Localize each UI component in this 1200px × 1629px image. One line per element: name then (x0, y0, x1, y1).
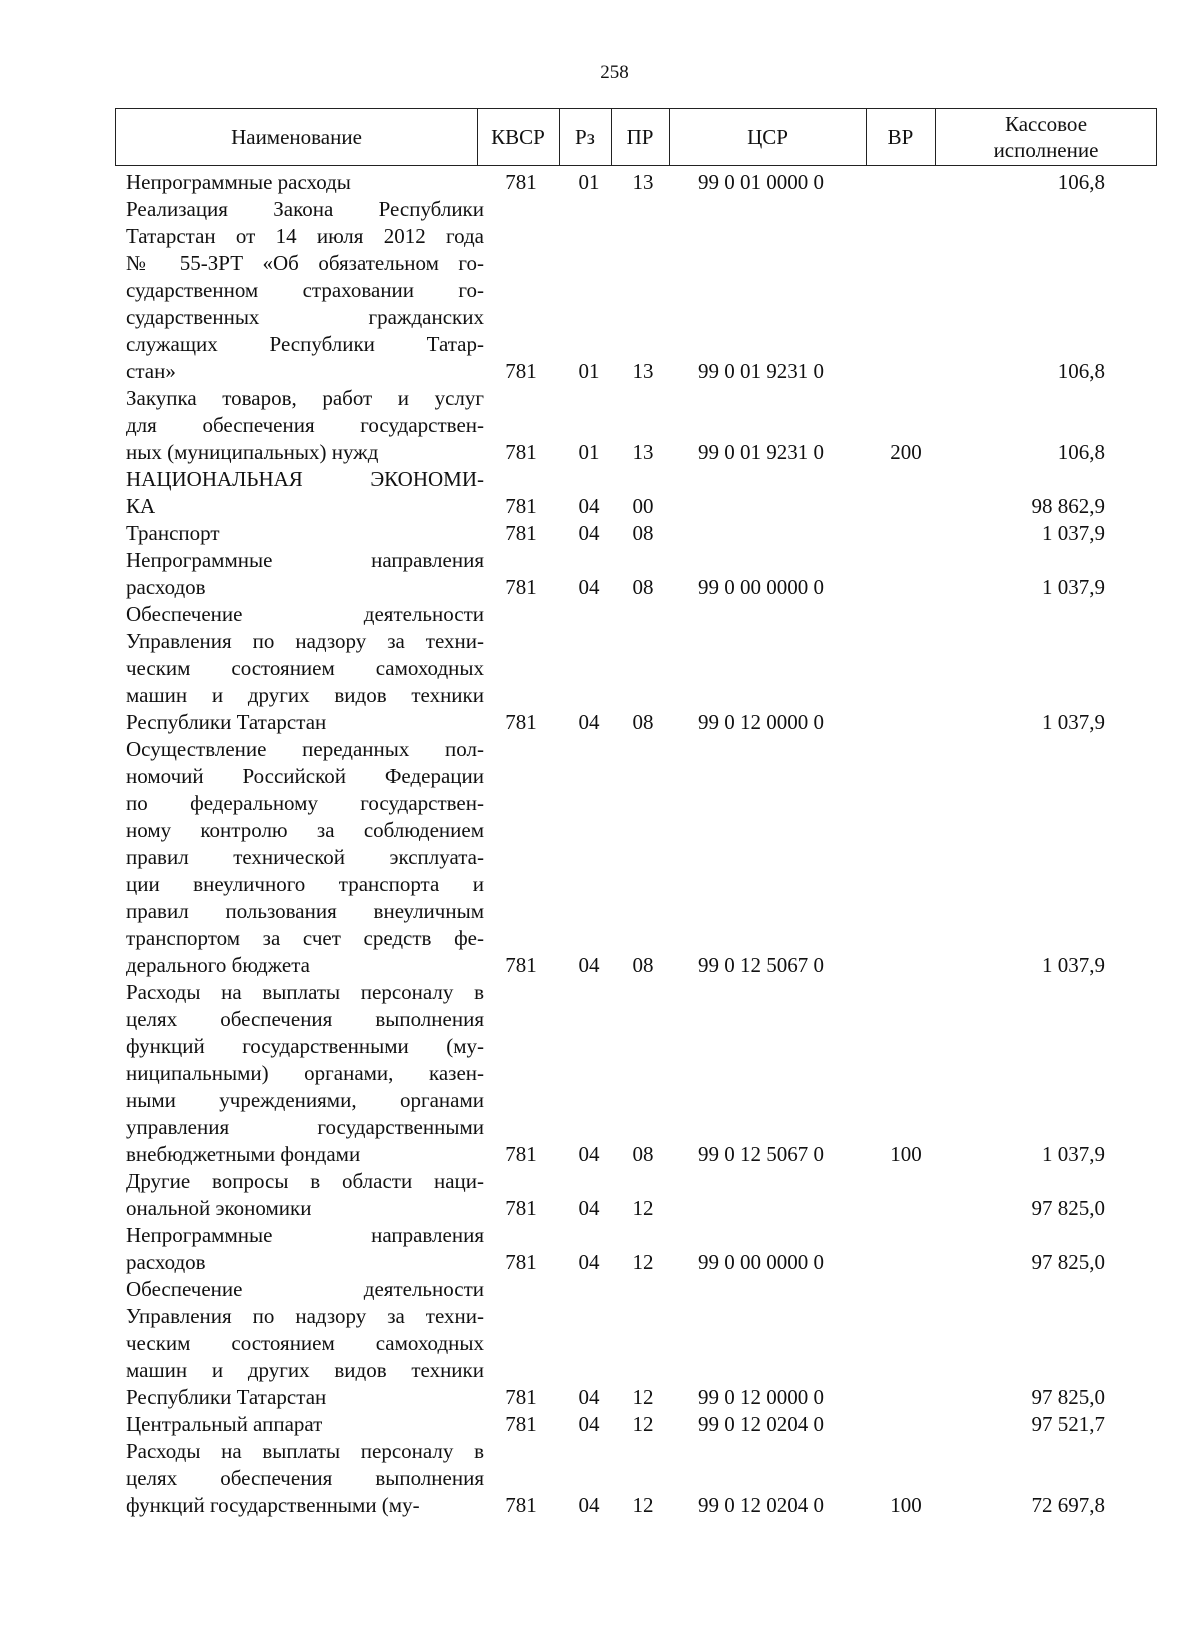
row-name-line: транспортом за счет средств фе- (126, 926, 484, 950)
row-name-line: ными учреждениями, органами (126, 1088, 484, 1112)
row-name-line: расходов (126, 1250, 206, 1274)
row-name-line: ческим состоянием самоходных (126, 656, 484, 680)
row-name-line: служащих Республики Татар- (126, 332, 484, 356)
cell-pr: 08 (632, 953, 654, 977)
cell-sum: 1 037,9 (1042, 710, 1105, 734)
cell-sum: 97 825,0 (1031, 1196, 1105, 1220)
table-row (126, 736, 1156, 979)
row-name-line: правил пользования внеуличным (126, 899, 484, 923)
cell-pr: 12 (632, 1385, 654, 1409)
cell-kvsr: 781 (505, 359, 537, 383)
cell-pr: 12 (632, 1250, 654, 1274)
table-header (115, 108, 1157, 166)
cell-sum: 1 037,9 (1042, 521, 1105, 545)
cell-csr (698, 493, 858, 520)
cell-csr: 99 0 00 0000 0 (698, 575, 824, 599)
row-name (126, 1222, 484, 1276)
cell-vr: 200 (890, 440, 922, 464)
row-name (126, 979, 484, 1168)
row-name-line: Другие вопросы в области наци- (126, 1169, 484, 1193)
row-name-line: Обеспечение деятельности (126, 1277, 484, 1301)
row-name-line: № 55-ЗРТ «Об обязательном го- (126, 251, 484, 275)
cell-csr: 99 0 12 0204 0 (698, 1493, 824, 1517)
cell-kvsr: 781 (505, 1385, 537, 1409)
table-row (126, 169, 1156, 196)
header-name: Наименование (116, 109, 478, 165)
cell-csr: 99 0 01 9231 0 (698, 440, 824, 464)
cell-vr (876, 709, 936, 736)
cell-sum: 97 825,0 (1031, 1385, 1105, 1409)
cell-pr: 08 (632, 710, 654, 734)
cell-vr (876, 574, 936, 601)
row-name-line: дерального бюджета (126, 953, 310, 977)
cell-vr (876, 1384, 936, 1411)
cell-kvsr: 781 (505, 1493, 537, 1517)
cell-rz: 04 (578, 710, 600, 734)
cell-sum: 72 697,8 (1031, 1493, 1105, 1517)
cell-rz: 04 (578, 575, 600, 599)
row-name-line: Транспорт (126, 521, 220, 545)
row-name-line: Осуществление переданных пол- (126, 737, 484, 761)
table-row (126, 520, 1156, 547)
cell-rz: 04 (578, 1493, 600, 1517)
row-name-line: Центральный аппарат (126, 1412, 323, 1436)
table-row (126, 979, 1156, 1168)
cell-kvsr: 781 (505, 440, 537, 464)
row-name-line: стан» (126, 359, 176, 383)
cell-kvsr: 781 (505, 494, 537, 518)
row-name (126, 520, 484, 547)
row-name-line: Закупка товаров, работ и услуг (126, 386, 484, 410)
cell-rz: 04 (578, 1385, 600, 1409)
cell-csr: 99 0 01 0000 0 (698, 170, 824, 194)
cell-csr: 99 0 01 9231 0 (698, 359, 824, 383)
row-name-line: функций государственными (му- (126, 1034, 484, 1058)
row-name-line: Республики Татарстан (126, 710, 327, 734)
row-name-line: Непрограммные расходы (126, 170, 351, 194)
cell-kvsr: 781 (505, 1196, 537, 1220)
row-name (126, 736, 484, 979)
row-name-line: целях обеспечения выполнения (126, 1007, 484, 1031)
header-sum (935, 109, 1157, 165)
cell-kvsr: 781 (505, 575, 537, 599)
table-row (126, 601, 1156, 736)
row-name-line: внебюджетными фондами (126, 1142, 361, 1166)
row-name-line: управления государственными (126, 1115, 484, 1139)
row-name-line: ному контролю за соблюдением (126, 818, 484, 842)
cell-pr: 12 (632, 1493, 654, 1517)
cell-rz: 01 (578, 440, 600, 464)
row-name-line: Расходы на выплаты персоналу в (126, 980, 484, 1004)
row-name-line: Расходы на выплаты персоналу в (126, 1439, 484, 1463)
cell-sum: 106,8 (1057, 359, 1105, 383)
cell-vr (876, 1195, 936, 1222)
header-sum-line1: Кассовое (1004, 112, 1088, 136)
cell-sum: 98 862,9 (1031, 494, 1105, 518)
cell-pr: 08 (632, 575, 654, 599)
header-rz: Рз (559, 109, 612, 165)
table-row (126, 466, 1156, 520)
row-name-line: сударственных гражданских (126, 305, 484, 329)
cell-rz: 01 (578, 359, 600, 383)
cell-csr: 99 0 12 5067 0 (698, 1142, 824, 1166)
row-name-line: расходов (126, 575, 206, 599)
row-name-line: по федеральному государствен- (126, 791, 484, 815)
row-name-line: КА (126, 494, 156, 518)
table-row (126, 547, 1156, 601)
table-row (126, 1222, 1156, 1276)
cell-kvsr: 781 (505, 953, 537, 977)
row-name (126, 1411, 484, 1438)
cell-vr: 100 (890, 1493, 922, 1517)
cell-pr: 12 (632, 1196, 654, 1220)
cell-vr (876, 1411, 936, 1438)
cell-pr: 13 (632, 440, 654, 464)
cell-csr (698, 520, 858, 547)
cell-csr: 99 0 00 0000 0 (698, 1250, 824, 1274)
cell-csr (698, 1195, 858, 1222)
row-name-line: машин и других видов техники (126, 1358, 484, 1382)
row-name (126, 169, 484, 196)
row-name-line: Обеспечение деятельности (126, 602, 484, 626)
cell-csr: 99 0 12 0000 0 (698, 1385, 824, 1409)
cell-vr (876, 169, 936, 196)
row-name-line: Реализация Закона Республики (126, 197, 484, 221)
row-name-line: ональной экономики (126, 1196, 312, 1220)
cell-pr: 00 (632, 494, 654, 518)
row-name-line: ниципальными) органами, казен- (126, 1061, 484, 1085)
cell-csr: 99 0 12 0000 0 (698, 710, 824, 734)
row-name-line: правил технической эксплуата- (126, 845, 484, 869)
table-row (126, 1438, 1156, 1519)
cell-vr (876, 1249, 936, 1276)
row-name-line: Непрограммные направления (126, 548, 484, 572)
row-name-line: для обеспечения государствен- (126, 413, 484, 437)
row-name-line: ных (муниципальных) нужд (126, 440, 379, 464)
row-name-line: функций государственными (му- (126, 1493, 420, 1517)
cell-kvsr: 781 (505, 710, 537, 734)
cell-rz: 04 (578, 521, 600, 545)
row-name-line: номочий Российской Федерации (126, 764, 484, 788)
cell-rz: 04 (578, 494, 600, 518)
header-pr: ПР (611, 109, 670, 165)
cell-vr: 100 (890, 1142, 922, 1166)
cell-pr: 12 (632, 1412, 654, 1436)
cell-kvsr: 781 (505, 1250, 537, 1274)
cell-vr (876, 520, 936, 547)
page-number: 258 (600, 62, 629, 83)
table-row (126, 1168, 1156, 1222)
row-name-line: Республики Татарстан (126, 1385, 327, 1409)
cell-pr: 08 (632, 521, 654, 545)
row-name (126, 1276, 484, 1411)
cell-sum: 106,8 (1057, 440, 1105, 464)
cell-vr (876, 358, 936, 385)
cell-sum: 1 037,9 (1042, 1142, 1105, 1166)
cell-kvsr: 781 (505, 521, 537, 545)
table-row (126, 1411, 1156, 1438)
cell-rz: 04 (578, 1142, 600, 1166)
cell-kvsr: 781 (505, 1142, 537, 1166)
row-name (126, 1438, 484, 1519)
row-name-line: НАЦИОНАЛЬНАЯ ЭКОНОМИ- (126, 467, 484, 491)
table-body (126, 169, 1156, 1519)
table-row (126, 196, 1156, 385)
row-name-line: машин и других видов техники (126, 683, 484, 707)
header-kvsr: КВСР (477, 109, 560, 165)
row-name (126, 196, 484, 385)
cell-sum: 97 825,0 (1031, 1250, 1105, 1274)
header-vr: ВР (866, 109, 936, 165)
cell-rz: 04 (578, 1196, 600, 1220)
cell-pr: 13 (632, 359, 654, 383)
cell-vr (876, 952, 936, 979)
cell-sum: 97 521,7 (1031, 1412, 1105, 1436)
row-name (126, 466, 484, 520)
cell-vr (876, 493, 936, 520)
row-name (126, 1168, 484, 1222)
cell-rz: 04 (578, 1412, 600, 1436)
cell-kvsr: 781 (505, 170, 537, 194)
cell-csr: 99 0 12 0204 0 (698, 1412, 824, 1436)
table-row (126, 1276, 1156, 1411)
cell-kvsr: 781 (505, 1412, 537, 1436)
cell-rz: 04 (578, 953, 600, 977)
cell-csr: 99 0 12 5067 0 (698, 953, 824, 977)
row-name-line: Управления по надзору за техни- (126, 629, 484, 653)
row-name-line: целях обеспечения выполнения (126, 1466, 484, 1490)
row-name-line: Непрограммные направления (126, 1223, 484, 1247)
row-name-line: ции внеуличного транспорта и (126, 872, 484, 896)
header-csr: ЦСР (669, 109, 867, 165)
cell-pr: 08 (632, 1142, 654, 1166)
row-name (126, 547, 484, 601)
row-name (126, 601, 484, 736)
cell-sum: 1 037,9 (1042, 575, 1105, 599)
cell-pr: 13 (632, 170, 654, 194)
row-name-line: сударственном страховании го- (126, 278, 484, 302)
row-name-line: Татарстан от 14 июля 2012 года (126, 224, 484, 248)
row-name-line: ческим состоянием самоходных (126, 1331, 484, 1355)
row-name (126, 385, 484, 466)
table-row (126, 385, 1156, 466)
cell-sum: 1 037,9 (1042, 953, 1105, 977)
cell-rz: 04 (578, 1250, 600, 1274)
cell-rz: 01 (578, 170, 600, 194)
row-name-line: Управления по надзору за техни- (126, 1304, 484, 1328)
cell-sum: 106,8 (1057, 170, 1105, 194)
header-sum-line2: исполнение (993, 138, 1099, 162)
